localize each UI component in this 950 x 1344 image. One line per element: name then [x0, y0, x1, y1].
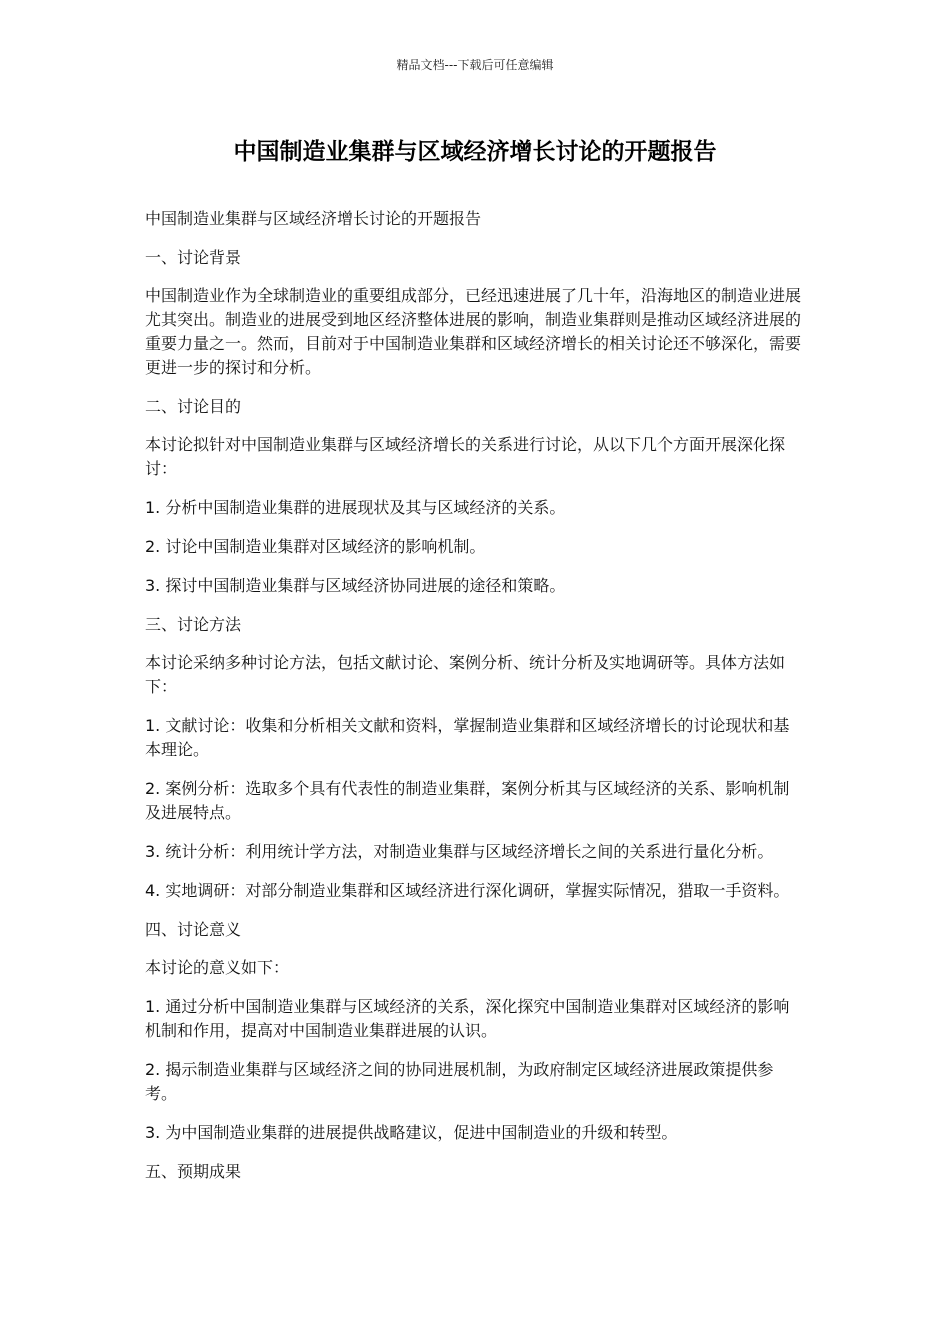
section-heading-methods: 三、讨论方法	[145, 615, 242, 634]
body-paragraph: 本讨论拟针对中国制造业集群与区域经济增长的关系进行讨论，从以下几个方面开展深化探讨：	[145, 435, 786, 478]
list-item: 4. 实地调研：对部分制造业集群和区域经济进行深化调研，掌握实际情况，猎取一手资料。	[145, 881, 790, 900]
document-title: 中国制造业集群与区域经济增长讨论的开题报告	[233, 139, 717, 165]
section-heading-expected-results: 五、预期成果	[145, 1162, 242, 1181]
header-note: 精品文档---下载后可任意编辑	[396, 58, 554, 72]
body-paragraph: 中国制造业作为全球制造业的重要组成部分，已经迅速进展了几十年，沿海地区的制造业进展尤其突出。制造业的进展受到地区经济整体进展的影响，制造业集群则是推动区域经济进展的重要力量之一。然而，目前对于中国制造业集群和区域经济增长的相关讨论还不够深化，需要更进一步的探讨和分析。	[145, 286, 802, 377]
body-paragraph: 本讨论采纳多种讨论方法，包括文献讨论、案例分析、统计分析及实地调研等。具体方法如下：	[145, 653, 786, 696]
list-item: 1. 分析中国制造业集群的进展现状及其与区域经济的关系。	[145, 498, 566, 517]
document-body	[145, 207, 805, 1198]
section-heading-background: 一、讨论背景	[145, 248, 242, 267]
body-paragraph-subtitle: 中国制造业集群与区域经济增长讨论的开题报告	[145, 209, 482, 228]
list-item: 3. 统计分析：利用统计学方法，对制造业集群与区域经济增长之间的关系进行量化分析。	[145, 842, 774, 861]
list-item: 2. 揭示制造业集群与区域经济之间的协同进展机制，为政府制定区域经济进展政策提供参考。	[145, 1060, 774, 1103]
body-paragraph: 本讨论的意义如下：	[145, 958, 290, 977]
list-item: 2. 案例分析：选取多个具有代表性的制造业集群，案例分析其与区域经济的关系、影响机制及进展特点。	[145, 779, 790, 822]
list-item: 1. 文献讨论：收集和分析相关文献和资料，掌握制造业集群和区域经济增长的讨论现状和基本理论。	[145, 716, 790, 759]
section-heading-purpose: 二、讨论目的	[145, 397, 242, 416]
section-heading-significance: 四、讨论意义	[145, 920, 242, 939]
list-item: 3. 为中国制造业集群的进展提供战略建议，促进中国制造业的升级和转型。	[145, 1123, 678, 1142]
list-item: 3. 探讨中国制造业集群与区域经济协同进展的途径和策略。	[145, 576, 566, 595]
list-item: 1. 通过分析中国制造业集群与区域经济的关系，深化探究中国制造业集群对区域经济的影响机制和作用，提高对中国制造业集群进展的认识。	[145, 997, 790, 1040]
list-item: 2. 讨论中国制造业集群对区域经济的影响机制。	[145, 537, 486, 556]
